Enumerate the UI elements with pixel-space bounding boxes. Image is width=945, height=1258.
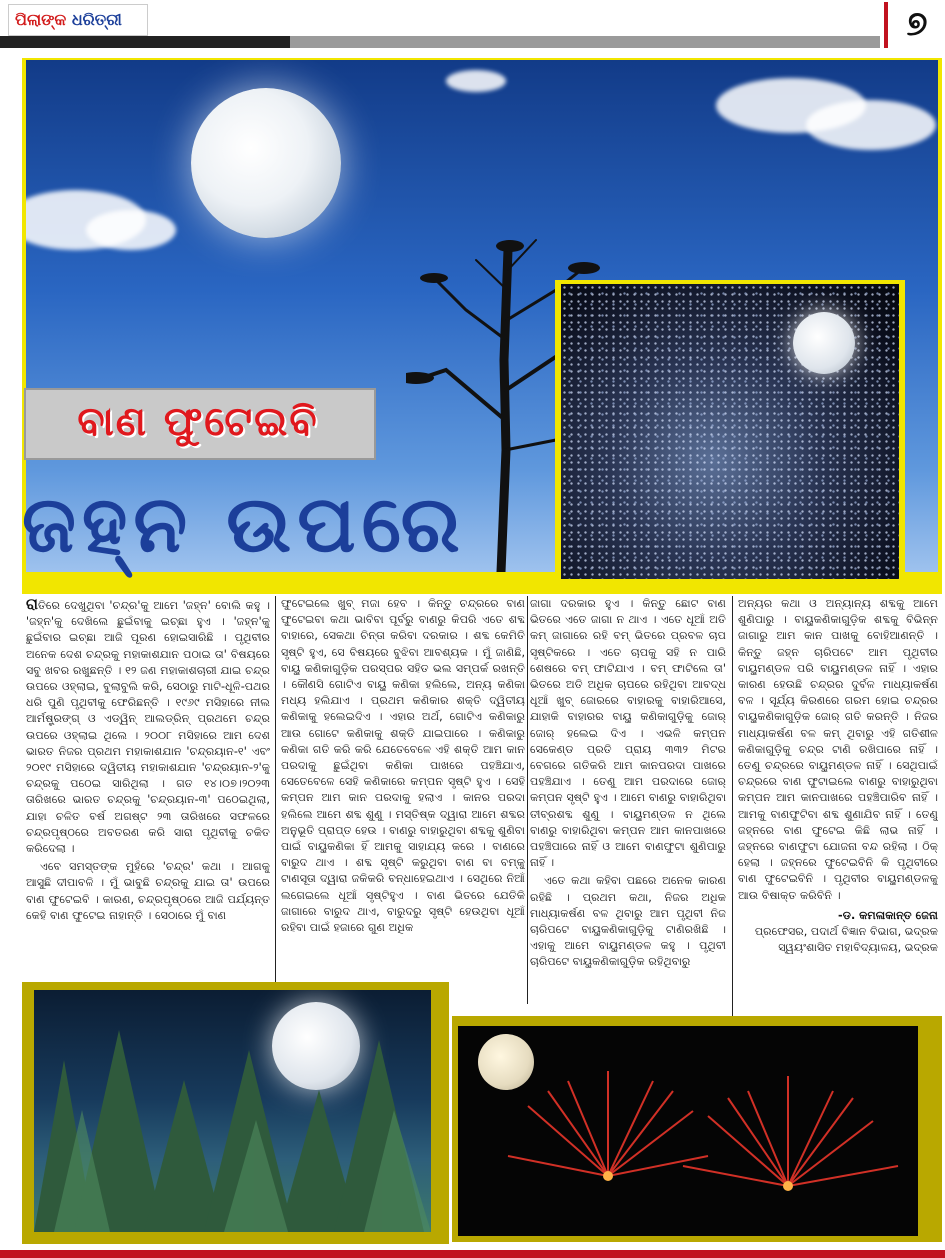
moon-inset [793,312,855,374]
drop-cap: ରା [26,596,38,613]
author-affiliation: ସ୍ୱୟଂଶାସିତ ମହାବିଦ୍ୟାଳୟ, ଭଦ୍ରକ [778,941,938,955]
pine-trees [34,990,431,1232]
paragraph [26,596,270,857]
masthead-part-2: ଧରିତ୍ରୀ [71,10,122,29]
header-bar-grey [290,36,880,48]
moon-over-trees-image [34,990,431,1232]
column-rule [275,596,276,984]
paragraph: ଏତେ କଥା କହିବା ପଛରେ ଅନେକ କାରଣ ରହିଛି । ପ୍ରଥମ କଥା, ନିଜର ଅଧିକ ମାଧ୍ୟାକର୍ଷଣ ବଳ ଥିବାରୁ ଆମ ପୃଥିବୀ ନିଜ ଚାରିପଟେ ବାୟୁକଣିକାଗୁଡ଼ିକୁ ଟାଣିରଖିଛି । ଏହାକୁ ଆମେ ବାୟୁମଣ୍ଡଳ କହୁ । ପୃଥିବୀ ଚାରିପଟେ ବାୟୁକଣିକାଗୁଡ଼ିକ ରହିଥିବାରୁ [530,874,726,969]
inset-night-sky-image [561,284,899,579]
paragraph: ଫୁଟେଇଲେ ଖୁବ୍ ମଜା ହେବ । କିନ୍ତୁ ଚନ୍ଦ୍ରରେ ବାଣ ଫୁଟେଇବା କଥା ଭାବିବା ପୂର୍ବରୁ ବାଣରୁ କିପରି ଏତେ ଶବ୍ଦ ବାହାରେ, ସେକଥା ଚିନ୍ତା କରିବା ଦରକାର । ଶବ୍ଦ କେମିତି ସୃଷ୍ଟି ହୁଏ, ସେ ବିଷୟରେ ବୁଝିବା ଆବଶ୍ୟକ । ମୁଁ ଜାଣିଛି, ବାୟୁ କଣିକାଗୁଡ଼ିକ ପରସ୍ପର ସହିତ ଭଲ ସମ୍ପର୍କ ରଖନ୍ତି । କୌଣସି ଗୋଟିଏ ବାୟୁ କଣିକା ହଲିଲେ, ଅନ୍ୟ କଣିକା ମଧ୍ୟ ହଲିଯାଏ । ପ୍ରଥମ କଣିକାର ଶକ୍ତି ଦ୍ୱିତୀୟ କଣିକାକୁ ହଲେଇଦିଏ । ଏହାର ଅର୍ଥ, ଗୋଟିଏ କଣିକାରୁ ଆଉ ଗୋଟେ କଣିକାକୁ ଶକ୍ତି ଯାଇପାରେ । କଣିକାରୁ କଣିକା ଗତି କରି କରି ଯେତେବେଳେ ଏହି ଶକ୍ତି ଆମ କାନ ପରଦାକୁ ଛୁଇଁଥିବା କଣିକା ପାଖରେ ପହଞ୍ଚିଯାଏ, ସେତେବେଳେ ସେହି କଣିକାରେ କମ୍ପନ ସୃଷ୍ଟି ହୁଏ । ସେହି କମ୍ପନ ଆମ କାନ ପରଦାକୁ ହଲାଏ । କାନର ପରଦା ହଲିଲେ ଆମେ ଶବ୍ଦ ଶୁଣୁ । ମସ୍ତିଷ୍କ ଦ୍ୱାରା ଆମେ ଶବ୍ଦର ଅନୁଭୂତି ପ୍ରାପ୍ତ ହେଉ । ବାଣରୁ ବାହାରୁଥିବା ଶବ୍ଦକୁ ଶୁଣିବା ପାଇଁ ବାୟୁକଣିକା ହିଁ ଆମକୁ ସାହାଯ୍ୟ କରେ । ବାଣରେ ବାରୁଦ ଥାଏ । ଶବ୍ଦ ସୃଷ୍ଟି କରୁଥିବା ବାଣ ବା ବମ୍‌କୁ ଟାଣସୂତା ଦ୍ୱାରା ଜକିକରି ବନ୍ଧାହେଇଥାଏ । ସେଥିରେ ନିଆଁ ଲଗେଇଲେ ଧୂଆଁ ସୃଷ୍ଟିହୁଏ । ବାଣ ଭିତରେ ଯେତିକି ଜାଗାରେ ବାରୁଦ ଥାଏ, ବାରୁଦରୁ ସୃଷ୍ଟି ହେଉଥିବା ଧୂଆଁ ରହିବା ପାଇଁ ହଜାରେ ଗୁଣ ଅଧିକ [281,597,525,935]
column-rule [527,596,528,1004]
fireworks-image [458,1026,918,1236]
cloud [86,210,176,250]
cloud [806,100,936,150]
paragraph: ଜାଗା ଦରକାର ହୁଏ । କିନ୍ତୁ ଛୋଟ ବାଣ ଭିତରେ ଏତେ ଜାଗା ନ ଥାଏ । ଏତେ ଧୂଆଁ ଅତି କମ୍ ଜାଗାରେ ରହି ବମ୍ ଭିତରେ ପ୍ରବଳ ଚାପ ସୃଷ୍ଟିକରେ । ଏତେ ଚାପକୁ ସହି ନ ପାରି ଶେଷରେ ବମ୍ ଫାଟିଯାଏ । ବମ୍ ଫାଟିଲେ ତା' ଭିତରେ ଅତି ଅଧିକ ଚାପରେ ରହିଥିବା ଆବଦ୍ଧ ଧୂଆଁ ଖୁବ୍ ଜୋରରେ ବାହାରକୁ ବାହାରିଆସେ, ଯାହାକି ବାହାରର ବାୟୁ କଣିକାଗୁଡ଼ିକୁ ଜୋର୍ ଜୋର୍ ହଲେଇ ଦିଏ । ଏଭଳି କମ୍ପନ ସେକେଣ୍ଡ ପ୍ରତି ପ୍ରାୟ ୩୩୨ ମିଟର ବେଗରେ ଗତିକରି ଆମ କାନପରଦା ପାଖରେ ପହଞ୍ଚିଯାଏ । ତେଣୁ ଆମ ପରଦାରେ ଜୋର୍ କମ୍ପନ ସୃଷ୍ଟି ହୁଏ । ଆମେ ବାଣରୁ ବାହାରିଥିବା ତୀବ୍ରଶବ୍ଦ ଶୁଣୁ । ବାୟୁମଣ୍ଡଳ ନ ଥିଲେ ବାଣରୁ ବାହାରିଥିବା କମ୍ପନ ଆମ କାନପାଖରେ ପହଞ୍ଚିପାରେ ନାହିଁ ଓ ଆମେ ବାଣଫୁଟା ଶୁଣିପାରୁ ନାହିଁ । [530,597,726,870]
article-column-3 [530,596,726,1004]
column-rule [732,596,733,1016]
footer-bar [0,1250,945,1258]
author-byline: -ଡ. କମଳାକାନ୍ତ ଜେନା [838,908,938,922]
page-number: ୭ [906,4,928,44]
author-affiliation: ପ୍ରଫେସର, ପଦାର୍ଥ ବିଜ୍ଞାନ ବିଭାଗ, ଭଦ୍ରକ [754,925,938,939]
article-column-2 [281,596,525,986]
header-bar-dark [0,36,290,48]
kicker-title: ବାଣ ଫୁଟେଇବି [77,399,319,445]
article-column-4 [738,596,938,1016]
masthead-logo [8,4,148,36]
article-column-1 [26,596,270,982]
paragraph: ଅନ୍ୟର କଥା ଓ ଅନ୍ୟାନ୍ୟ ଶବ୍ଦକୁ ଆମେ ଶୁଣିପାରୁ । ବାୟୁକଣିକାଗୁଡ଼ିକ ଶବ୍ଦକୁ ବିଭିନ୍ନ ଜାଗାରୁ ଆମ କାନ ପାଖକୁ ବୋହିଆଣନ୍ତି । କିନ୍ତୁ ଜହ୍ନ ଚାରିପଟେ ଆମ ପୃଥିବୀର ବାୟୁମଣ୍ଡଳ ପରି ବାୟୁମଣ୍ଡଳ ନାହିଁ । ଏହାର କାରଣ ହେଉଛି ଚନ୍ଦ୍ରର ଦୁର୍ବଳ ମାଧ୍ୟାକର୍ଷଣ ବଳ । ସୂର୍ଯ୍ୟ କିରଣରେ ଗରମ ହୋଇ ଚନ୍ଦ୍ରର ବାୟୁକଣିକାଗୁଡ଼ିକ ଜୋର୍ ଗତି କରନ୍ତି । ନିଜର ମାଧ୍ୟାକର୍ଷଣ ବଳ କମ୍ ଥିବାରୁ ଏହି ଗତିଶୀଳ କଣିକାଗୁଡ଼ିକୁ ଚନ୍ଦ୍ର ଟାଣି ରଖିପାରେ ନାହିଁ । ତେଣୁ ଚନ୍ଦ୍ରରେ ବାୟୁମଣ୍ଡଳ ନାହିଁ । ସେଥିପାଇଁ ଚନ୍ଦ୍ରରେ ବାଣ ଫୁଟାଇଲେ ବାଣରୁ ବାହାରୁଥିବା କମ୍ପନ ଆମ କାନପାଖରେ ପହଞ୍ଚିପାରିବ ନାହିଁ । ଆମକୁ ବାଣଫୁଟିବା ଶବ୍ଦ ଶୁଣାଯିବ ନାହିଁ । ତେଣୁ ଜହ୍ନରେ ବାଣ ଫୁଟେଇ କିଛି ଲାଭ ନାହିଁ । ଜହ୍ନରେ ବାଣଫୁଟା ଯୋଜନା ବନ୍ଦ ରହିଲା । ଠିକ୍ ହେଲା । ଜହ୍ନରେ ଫୁଟେଇବିନି କି ପୃଥିବୀରେ ବାଣ ଫୁଟେଇବିନି । ପୃଥିବୀର ବାୟୁମଣ୍ଡଳକୁ ଆଉ ବିଷାକ୍ତ କରିବିନି । [738,597,938,902]
paragraph: ଏବେ ସମସ୍ତଙ୍କ ମୁହଁରେ 'ଚନ୍ଦ୍ର' କଥା । ଆଗକୁ ଆସୁଛି ଦୀପାବଳି । ମୁଁ ଭାବୁଛି ଚନ୍ଦ୍ରକୁ ଯାଇ ତା' ଉପରେ ବାଣ ଫୁଟେଇବି । କାରଣ, ଚନ୍ଦ୍ରପୃଷ୍ଠରେ ଆଜି ପର୍ଯ୍ୟନ୍ତ କେହି ବାଣ ଫୁଟେଇ ନାହାନ୍ତି । ସେଠାରେ ମୁଁ ବାଣ [26,860,270,922]
fireworks-bursts [458,1026,918,1236]
cloud [446,70,506,92]
header-red-divider [884,2,888,48]
paragraph-text: ତିରେ ଦେଖୁଥିବା 'ଚନ୍ଦ୍ର'କୁ ଆମେ 'ଜହ୍ନ' ବୋଲି କହୁ । 'ଜହ୍ନ'କୁ ଦେଖିଲେ ଛୁଇଁବାକୁ ଇଚ୍ଛା ହୁଏ । 'ଜହ୍ନ'କୁ ଛୁଇଁବାର ଇଚ୍ଛା ଆଜି ପୂରଣ ହୋଇସାରିଛି । ପୃଥିବୀର ଅନେକ ଦେଶ ଚନ୍ଦ୍ରକୁ ମହାକାଶଯାନ ପଠାଇ ତା' ବିଷୟରେ ସବୁ ଖବର ରଖୁଛନ୍ତି । ୧୨ ଜଣ ମହାକାଶଚାରୀ ଯାଇ ଚନ୍ଦ୍ର ଉପରେ ଓହ୍ଲାଇ, ବୁଲାବୁଲି କରି, ସେଠାରୁ ମାଟି-ଧୂଳି-ପଥର ଧରି ପୁଣି ପୃଥିବୀକୁ ଫେରିଛନ୍ତି । ୧୯୬୯ ମସିହାରେ ନୀଲ ଆର୍ମଷ୍ଟ୍ରଙ୍ଗ୍ ଓ ଏଡ୍ୱିନ୍ ଆଲଡ୍ରିନ୍ ପ୍ରଥମେ ଚନ୍ଦ୍ର ଉପରେ ଓହ୍ଲାଇ ଥିଲେ । ୨୦୦୮ ମସିହାରେ ଆମ ଦେଶ ଭାରତ ନିଜର ପ୍ରଥମ ମହାକାଶଯାନ 'ଚନ୍ଦ୍ରୟାନ-୧' ଏବଂ ୨୦୧୯ ମସିହାରେ ଦ୍ୱିତୀୟ ମହାକାଶଯାନ 'ଚନ୍ଦ୍ରୟାନ-୨'କୁ ଚନ୍ଦ୍ରକୁ ପଠେଇ ସାରିଥିଲା । ଗତ ୧୪।୦୭।୨୦୨୩ ତାରିଖରେ ଭାରତ ଚନ୍ଦ୍ରକୁ 'ଚନ୍ଦ୍ରୟାନ-୩' ପଠେଇଥିଲା, ଯାହା ଚଳିତ ବର୍ଷ ଅଗଷ୍ଟ ୨୩ ତାରିଖରେ ସଫଳରେ ଚନ୍ଦ୍ରପୃଷ୍ଠରେ ଅବତରଣ କରି ସାରା ପୃଥିବୀକୁ ଚକିତ କରିଦେଲା । [26,599,270,856]
masthead-part-1: ପିଲାଙ୍କ [15,10,67,29]
full-moon [191,88,341,238]
main-headline: ଜହ୍ନ ଉପରେ [22,480,466,570]
